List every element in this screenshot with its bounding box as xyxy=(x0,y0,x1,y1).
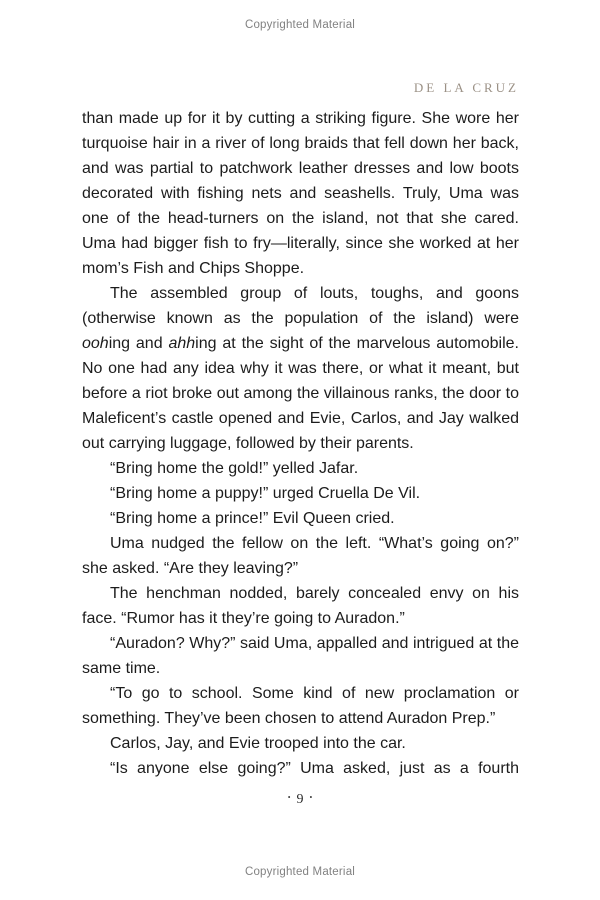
text-run: “Bring home a puppy!” urged Cruella De Vil. xyxy=(110,485,421,502)
text-run: “Bring home a prince!” Evil Queen cried. xyxy=(110,510,395,527)
page-number-ornament-right: • xyxy=(309,793,313,802)
paragraph xyxy=(82,581,519,631)
paragraph xyxy=(82,456,519,481)
paragraph xyxy=(82,731,519,756)
paragraph xyxy=(82,681,519,731)
text-run: “Is anyone else going?” Uma asked, just as a fourth xyxy=(110,760,519,777)
italic-text-run: ahh xyxy=(168,335,196,352)
text-run: The assembled group of louts, toughs, and goons (otherwise known as the population of the island) were xyxy=(82,285,519,327)
page-number: 9 xyxy=(296,792,304,807)
page-body xyxy=(82,106,519,781)
paragraph xyxy=(82,106,519,281)
paragraph xyxy=(82,281,519,456)
text-run: than made up for it by cutting a striking figure. She wore her turquoise hair in a river of long braids that fell down her back, and was partial to patchwork leather dresses and low boots decorated with fishing nets and seashells. Truly, Uma was one of the head-turners on the island, not that she cared. Uma had bigger fish to fry—literally, since she worked at her mom’s Fish and Chips Shoppe. xyxy=(82,110,519,277)
paragraph xyxy=(82,531,519,581)
text-run: Uma nudged the fellow on the left. “What’s going on?” she asked. “Are they leaving?” xyxy=(82,535,519,577)
text-run: ing and xyxy=(108,335,169,352)
paragraph xyxy=(82,506,519,531)
italic-text-run: ooh xyxy=(82,335,109,352)
running-head-author: DE LA CRUZ xyxy=(413,80,519,95)
copyright-notice-bottom: Copyrighted Material xyxy=(244,866,356,878)
page-number-line xyxy=(0,792,600,808)
copyright-notice-top: Copyrighted Material xyxy=(244,19,356,31)
page-number-ornament-left: • xyxy=(287,793,291,802)
text-run: “Bring home the gold!” yelled Jafar. xyxy=(110,460,359,477)
paragraph xyxy=(82,631,519,681)
text-run: ing at the sight of the marvelous automobile. No one had any idea why it was there, or what it meant, but before a riot broke out among the villainous ranks, the door to Maleficent’s castle opened and Evie, Carlos, and Jay walked out carrying luggage, followed by their parents. xyxy=(82,335,520,452)
text-run: Carlos, Jay, and Evie trooped into the car. xyxy=(110,735,406,752)
text-run: “Auradon? Why?” said Uma, appalled and intrigued at the same time. xyxy=(82,635,519,677)
paragraph xyxy=(82,481,519,506)
text-run: The henchman nodded, barely concealed envy on his face. “Rumor has it they’re going to Auradon.” xyxy=(82,585,519,627)
text-run: “To go to school. Some kind of new proclamation or something. They’ve been chosen to attend Auradon Prep.” xyxy=(82,685,519,727)
paragraph xyxy=(82,756,519,781)
